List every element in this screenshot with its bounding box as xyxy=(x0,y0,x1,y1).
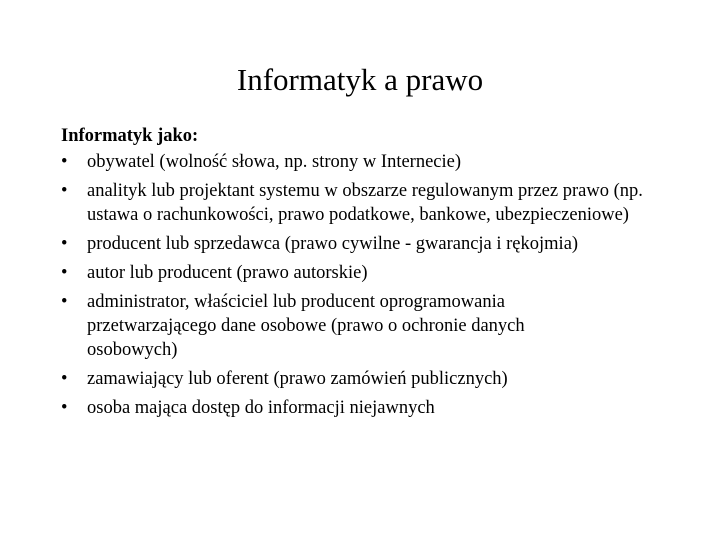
bullet-icon: • xyxy=(61,263,68,283)
list-item-text: analityk lub projektant systemu w obszarze regulowanym przez prawo (np. ustawa o rachunkowości, prawo podatkowe, bankowe, ubezpieczeniowe) xyxy=(87,181,643,225)
bullet-icon: • xyxy=(61,181,68,201)
list-item-text: zamawiający lub oferent (prawo zamówień publicznych) xyxy=(87,369,508,389)
list-item xyxy=(61,367,701,391)
slide-title: Informatyk a prawo xyxy=(236,62,484,97)
list-item-text: producent lub sprzedawca (prawo cywilne - gwarancja i rękojmia) xyxy=(87,234,579,254)
list-item xyxy=(61,396,701,420)
bullet-icon: • xyxy=(61,234,68,254)
list-item xyxy=(61,261,701,285)
bullet-icon: • xyxy=(61,152,68,172)
list-item xyxy=(61,179,701,227)
list-item-text: obywatel (wolność słowa, np. strony w Internecie) xyxy=(87,152,462,172)
slide-content xyxy=(61,124,701,425)
list-item xyxy=(61,150,701,174)
bullet-list xyxy=(61,150,701,420)
bullet-icon: • xyxy=(61,292,68,312)
section-heading: Informatyk jako: xyxy=(61,126,199,146)
bullet-icon: • xyxy=(61,398,68,418)
bullet-icon: • xyxy=(61,369,68,389)
list-item xyxy=(61,290,701,362)
list-item xyxy=(61,232,701,256)
list-item-text: administrator, właściciel lub producent oprogramowania przetwarzającego dane osobowe (prawo o ochronie danych osobowych) xyxy=(87,292,525,360)
list-item-text: osoba mająca dostęp do informacji niejawnych xyxy=(87,398,435,418)
list-item-text: autor lub producent (prawo autorskie) xyxy=(87,263,368,283)
